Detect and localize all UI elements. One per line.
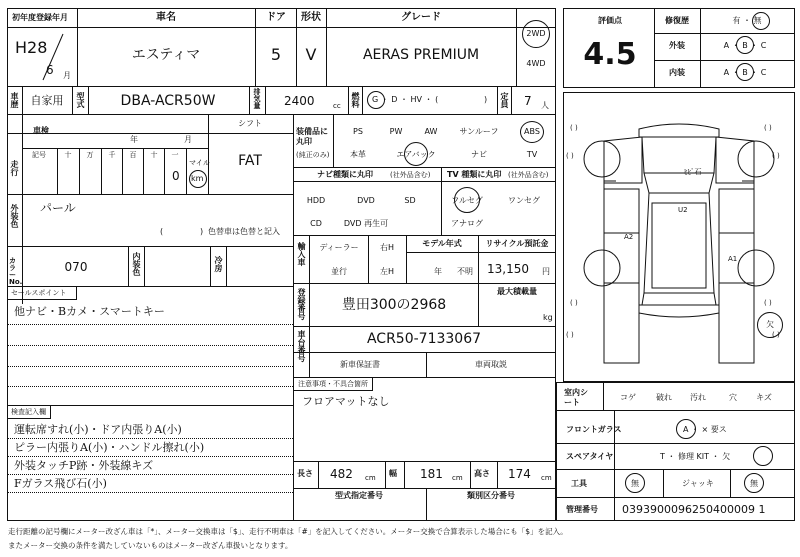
drive-4wd: 4WD bbox=[526, 59, 546, 68]
seat-kizu: キズ bbox=[756, 393, 772, 402]
tv-label: TV 種類に丸印 bbox=[447, 170, 502, 179]
nav-hdd: HDD bbox=[306, 196, 326, 205]
repair-label: 修復歴 bbox=[665, 16, 689, 25]
class-label: 類別区分番号 bbox=[467, 491, 515, 500]
usage: 自家用 bbox=[30, 94, 64, 107]
warranty: 新車保証書 bbox=[340, 360, 380, 369]
capacity-label: 定員 bbox=[500, 92, 509, 108]
first-reg-label: 初年度登録年月 bbox=[12, 13, 68, 22]
registration: 豊田300の2968 bbox=[341, 297, 447, 313]
color-note: 色替車は色替と記入 bbox=[208, 227, 280, 236]
svg-text:( ): ( ) bbox=[772, 152, 780, 160]
repair-options: 有 ・ 無 bbox=[732, 16, 762, 25]
model-year-unit: 年 bbox=[434, 267, 442, 276]
inspector-line-4: Fガラス飛び石(小) bbox=[14, 477, 107, 490]
cooler-label: 冷房 bbox=[214, 256, 223, 272]
interior-options: A ・ B ・ C bbox=[723, 68, 767, 77]
nav-sd: SD bbox=[404, 196, 416, 205]
digit-10man: 十 bbox=[64, 151, 72, 159]
length-label: 長さ bbox=[297, 469, 313, 478]
interior-label: 内装 bbox=[669, 68, 685, 77]
inspector-line-3: 外装タッチP跡・外装線キズ bbox=[14, 459, 154, 472]
glass-label: フロントガラス bbox=[566, 425, 622, 434]
glass-a-circle bbox=[676, 419, 696, 439]
equip-airbag: エアバック bbox=[396, 150, 436, 159]
recycle-yen: 円 bbox=[542, 267, 550, 276]
equip-ps: PS bbox=[353, 127, 363, 136]
mark-missing: 欠 bbox=[766, 320, 774, 329]
seat-koge: コゲ bbox=[620, 393, 636, 402]
capacity: 7 bbox=[524, 94, 532, 108]
width-label: 幅 bbox=[389, 469, 397, 478]
mileage-sub-label: 記号 bbox=[32, 151, 46, 159]
doors: 5 bbox=[270, 45, 282, 64]
model-label: 型式 bbox=[76, 92, 85, 108]
glass-options: A ・ × 要ス bbox=[683, 425, 727, 434]
spare-label: スペアタイヤ bbox=[566, 452, 614, 461]
notes-label: 注意事項・不具合箇所 bbox=[298, 380, 368, 388]
nav-label: ナビ種類に丸印 bbox=[317, 170, 373, 179]
registration-label: 登録番号 bbox=[297, 288, 306, 320]
svg-text:( ): ( ) bbox=[570, 124, 578, 132]
shape: V bbox=[305, 45, 317, 64]
svg-text:( ): ( ) bbox=[566, 331, 574, 339]
exterior-label: 外装 bbox=[669, 41, 685, 50]
svg-text:( ): ( ) bbox=[764, 124, 772, 132]
tv-fullseg: フルセグ bbox=[451, 196, 483, 205]
drive-2wd: 2WD bbox=[526, 29, 546, 38]
management-value: 0393900096250400009 1 bbox=[622, 503, 766, 516]
management-label: 管理番号 bbox=[566, 505, 598, 514]
chassis-label: 車台番号 bbox=[297, 330, 306, 362]
door-label: ドア bbox=[266, 12, 286, 23]
digit-sen: 千 bbox=[108, 151, 116, 159]
import-parallel: 並行 bbox=[331, 267, 347, 276]
nav-dvd: DVD bbox=[357, 196, 375, 205]
displacement-label: 排気量 bbox=[253, 88, 261, 109]
equip-leather: 本革 bbox=[350, 150, 366, 159]
type-designation-label: 型式指定番号 bbox=[335, 491, 383, 500]
shaken-label: 車検 bbox=[33, 126, 49, 135]
cc-unit: cc bbox=[333, 102, 341, 110]
import-right-h: 右H bbox=[379, 243, 395, 252]
digit-hyaku: 百 bbox=[129, 151, 137, 159]
shaken-month-unit: 月 bbox=[184, 135, 192, 144]
height-label: 高さ bbox=[474, 469, 490, 478]
interior-color-label: 内装色 bbox=[132, 252, 141, 276]
km-label: km bbox=[191, 174, 204, 183]
capacity-unit: 人 bbox=[541, 101, 549, 110]
exterior-b-circle bbox=[736, 36, 754, 54]
tools-label: 工具 bbox=[571, 479, 587, 488]
inspector-label: 検査記入欄 bbox=[11, 408, 46, 416]
width-cm: cm bbox=[452, 474, 463, 482]
sales-point-text: 他ナビ・Bカメ・スマートキー bbox=[14, 305, 165, 318]
notes: フロアマットなし bbox=[302, 395, 390, 408]
import-left-h: 左H bbox=[379, 267, 395, 276]
shift: FAT bbox=[238, 153, 262, 169]
seat-yogore: 汚れ bbox=[690, 393, 706, 402]
fuel-close: ) bbox=[484, 95, 488, 104]
nav-dvd-play: DVD 再生可 bbox=[343, 219, 389, 228]
equip-sunroof: サンルーフ bbox=[459, 127, 499, 136]
svg-text:( ): ( ) bbox=[570, 299, 578, 307]
equipment-sub-label: (純正のみ) bbox=[296, 151, 330, 159]
repair-none-circle bbox=[752, 12, 770, 30]
svg-text:( ): ( ) bbox=[566, 152, 574, 160]
inspector-line-1: 運転席すれ(小)・ドア内張りA(小) bbox=[14, 423, 182, 436]
color-label: 外装色 bbox=[10, 204, 19, 228]
equip-abs: ABS bbox=[524, 127, 540, 136]
svg-text:( ): ( ) bbox=[764, 299, 772, 307]
color-note-close: ) bbox=[200, 227, 204, 236]
digit-ichi: 一 bbox=[171, 151, 179, 159]
nav-sub: (社外品含む) bbox=[390, 171, 431, 179]
svg-text:( ): ( ) bbox=[772, 331, 780, 339]
car-name-label: 車名 bbox=[156, 12, 176, 23]
equip-aw: AW bbox=[424, 127, 438, 136]
sales-point-label: セールスポイント bbox=[11, 289, 67, 297]
manual: 車両取説 bbox=[475, 360, 507, 369]
first-reg-month: 6 bbox=[46, 63, 54, 77]
shaken-year-unit: 年 bbox=[130, 135, 138, 144]
tv-oneseg: ワンセグ bbox=[508, 196, 540, 205]
tv-analog: アナログ bbox=[451, 219, 483, 228]
equip-tv: TV bbox=[526, 150, 538, 159]
color-value: パール bbox=[40, 201, 76, 215]
height-cm: cm bbox=[541, 474, 552, 482]
month-unit: 月 bbox=[63, 71, 71, 80]
jack-label: ジャッキ bbox=[682, 479, 714, 488]
model-year-label: モデル年式 bbox=[422, 239, 462, 248]
car-name: エスティマ bbox=[131, 47, 201, 63]
recycle-label: リサイクル預託金 bbox=[485, 239, 549, 248]
exterior-options: A ・ B ・ C bbox=[723, 41, 767, 50]
seat-yabure: 破れ bbox=[656, 393, 672, 402]
mileage-label: 走行 bbox=[10, 160, 19, 176]
color-no: 070 bbox=[64, 260, 88, 274]
inspector-line-2: ピラー内張りA(小)・ハンドル擦れ(小) bbox=[14, 441, 205, 454]
mileage: 0 bbox=[172, 169, 180, 183]
seat-label: 室内シート bbox=[564, 388, 588, 408]
digit-man: 万 bbox=[86, 151, 94, 159]
tools-value: 無 bbox=[631, 479, 639, 488]
length: 482 bbox=[330, 467, 353, 481]
max-load-label: 最大積載量 bbox=[497, 287, 537, 296]
footer-line-1: 走行距離の記号欄にメーター改ざん車は「*」、メーター交換車は「$」、走行不明車は「#」を記入してください。メーター交換で合算表示した場合にも「$」を記入。 bbox=[8, 527, 568, 536]
color-note-open: ( bbox=[160, 227, 164, 236]
spare-options: T ・ 修理 KIT ・ 欠 bbox=[660, 452, 731, 461]
grade-label: グレード bbox=[401, 12, 441, 23]
import-label: 輸入車 bbox=[297, 242, 306, 266]
mark-a2: A2 bbox=[624, 233, 634, 241]
mile-label: マイル bbox=[189, 159, 210, 167]
usage-label: 車歴 bbox=[10, 92, 19, 108]
shift-label: シフト bbox=[238, 119, 262, 128]
model: DBA-ACR50W bbox=[120, 93, 216, 109]
equip-pw: PW bbox=[389, 127, 403, 136]
mark-a1: A1 bbox=[728, 255, 738, 263]
footer-line-2: またメーター交換の条件を満たしていないものはメーター改ざん車扱いとなります。 bbox=[8, 541, 293, 550]
equipment-label: 装備品に丸印 bbox=[296, 127, 328, 146]
width: 181 bbox=[420, 467, 443, 481]
shape-label: 形状 bbox=[301, 12, 321, 23]
jack-value: 無 bbox=[750, 479, 758, 488]
length-cm: cm bbox=[365, 474, 376, 482]
color-no-label: カラーNo. bbox=[9, 257, 23, 286]
car-diagram bbox=[564, 93, 794, 381]
fuel-label: 燃料 bbox=[351, 92, 360, 108]
first-reg-year: H28 bbox=[15, 38, 48, 57]
import-dealer: ディーラー bbox=[319, 243, 359, 252]
height: 174 bbox=[508, 467, 531, 481]
seat-ana: 穴 bbox=[729, 393, 737, 402]
recycle: 13,150 bbox=[487, 262, 529, 276]
nav-cd: CD bbox=[310, 219, 322, 228]
digit-juu: 十 bbox=[150, 151, 158, 159]
mark-u2: U2 bbox=[678, 206, 688, 214]
chassis: ACR50-7133067 bbox=[366, 331, 482, 347]
tv-sub: (社外品含む) bbox=[508, 171, 549, 179]
equip-navi: ナビ bbox=[471, 150, 487, 159]
grade: AERAS PREMIUM bbox=[362, 47, 480, 63]
model-year-unknown: 不明 bbox=[457, 267, 473, 276]
max-load-kg: kg bbox=[543, 313, 553, 322]
fuel-options: G ・ D ・ HV ・ ( bbox=[372, 95, 439, 104]
mark-chip: ﾋﾋﾞ石 bbox=[684, 168, 702, 176]
interior-b-circle bbox=[736, 63, 754, 81]
spare-missing-circle bbox=[753, 446, 773, 466]
score-value: 4.5 bbox=[583, 37, 637, 72]
score-label: 評価点 bbox=[598, 16, 622, 25]
displacement: 2400 bbox=[284, 94, 315, 108]
